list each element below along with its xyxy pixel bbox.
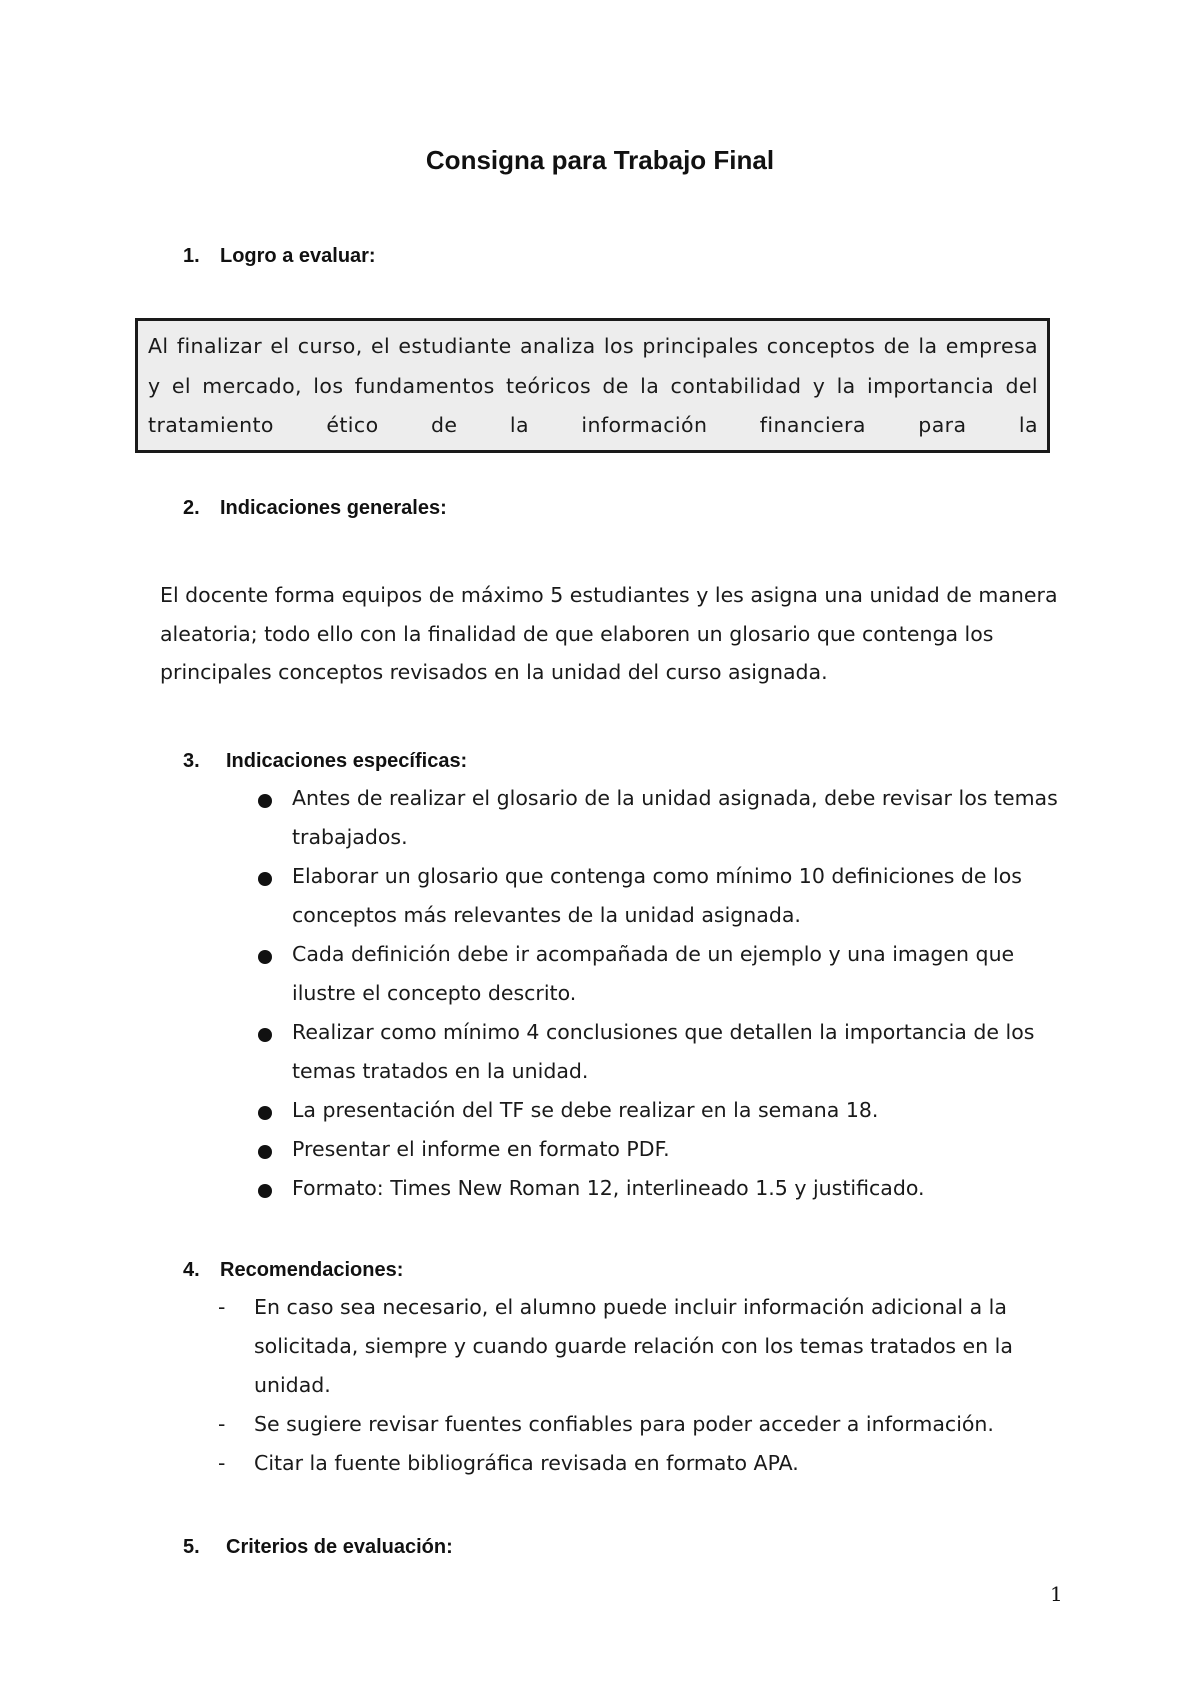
indicaciones-generales-paragraph: El docente forma equipos de máximo 5 estudiantes y les asigna una unidad de manera aleatoria; todo ello con la finalidad de que elaboren un glosario que contenga los principales conceptos revisados en la unidad del curso asignada. bbox=[160, 583, 1058, 684]
bullet-icon bbox=[258, 1145, 272, 1159]
list-item-text: Se sugiere revisar fuentes confiables para poder acceder a información. bbox=[254, 1412, 994, 1436]
page-number: 1 bbox=[1050, 1582, 1063, 1606]
list-item bbox=[252, 1169, 1072, 1208]
list-item-text: Realizar como mínimo 4 conclusiones que detallen la importancia de los temas tratados en la unidad. bbox=[292, 1020, 1035, 1083]
list-item bbox=[252, 935, 1072, 1013]
section-number: 3. bbox=[183, 750, 200, 772]
bullet-icon bbox=[258, 950, 272, 964]
list-item bbox=[218, 1405, 1078, 1444]
list-item bbox=[252, 857, 1072, 935]
bullet-icon bbox=[258, 1028, 272, 1042]
list-item-text: Antes de realizar el glosario de la unidad asignada, debe revisar los temas trabajados. bbox=[292, 786, 1058, 849]
bullet-icon bbox=[258, 1106, 272, 1120]
list-item bbox=[218, 1288, 1078, 1405]
list-item-text: La presentación del TF se debe realizar en la semana 18. bbox=[292, 1098, 879, 1122]
section-title: Criterios de evaluación: bbox=[226, 1536, 453, 1558]
bullet-icon bbox=[258, 1184, 272, 1198]
dash-marker: - bbox=[218, 1451, 226, 1475]
page-title: Consigna para Trabajo Final bbox=[425, 145, 775, 175]
section-number: 4. bbox=[183, 1259, 200, 1281]
list-item bbox=[252, 1130, 1072, 1169]
section-heading-recomendaciones bbox=[183, 1259, 403, 1282]
list-item bbox=[252, 1091, 1072, 1130]
indicaciones-especificas-list bbox=[252, 779, 1072, 1208]
section-title: Logro a evaluar: bbox=[220, 245, 376, 267]
list-item-text: Presentar el informe en formato PDF. bbox=[292, 1137, 670, 1161]
list-item bbox=[252, 779, 1072, 857]
section-number: 5. bbox=[183, 1536, 200, 1558]
list-item-text: Cada definición debe ir acompañada de un ejemplo y una imagen que ilustre el concepto descrito. bbox=[292, 942, 1015, 1005]
section-title: Indicaciones específicas: bbox=[226, 750, 468, 772]
section-heading-indicaciones-generales bbox=[183, 497, 447, 520]
list-item bbox=[252, 1013, 1072, 1091]
section-heading-indicaciones-especificas bbox=[183, 750, 467, 773]
section-heading-criterios bbox=[183, 1536, 453, 1559]
list-item-text: Citar la fuente bibliográfica revisada en formato APA. bbox=[254, 1451, 799, 1475]
logro-box bbox=[135, 318, 1050, 453]
bullet-icon bbox=[258, 872, 272, 886]
logro-text: Al finalizar el curso, el estudiante analiza los principales conceptos de la empresa y el mercado, los fundamentos teóricos de la contabilidad y la importancia del tratamiento ético de la información financiera para la bbox=[148, 334, 1038, 437]
list-item-text: Formato: Times New Roman 12, interlineado 1.5 y justificado. bbox=[292, 1176, 925, 1200]
list-item-text: Elaborar un glosario que contenga como mínimo 10 definiciones de los conceptos más relevantes de la unidad asignada. bbox=[292, 864, 1022, 927]
list-item-text: En caso sea necesario, el alumno puede incluir información adicional a la solicitada, siempre y cuando guarde relación con los temas tratados en la unidad. bbox=[254, 1295, 1013, 1397]
dash-marker: - bbox=[218, 1412, 226, 1436]
section-heading-logro bbox=[183, 245, 376, 268]
section-number: 2. bbox=[183, 497, 200, 519]
bullet-icon bbox=[258, 794, 272, 808]
section-number: 1. bbox=[183, 245, 200, 267]
recomendaciones-list bbox=[218, 1288, 1078, 1483]
section-title: Indicaciones generales: bbox=[220, 497, 447, 519]
dash-marker: - bbox=[218, 1295, 226, 1319]
section-title: Recomendaciones: bbox=[220, 1259, 404, 1281]
list-item bbox=[218, 1444, 1078, 1483]
